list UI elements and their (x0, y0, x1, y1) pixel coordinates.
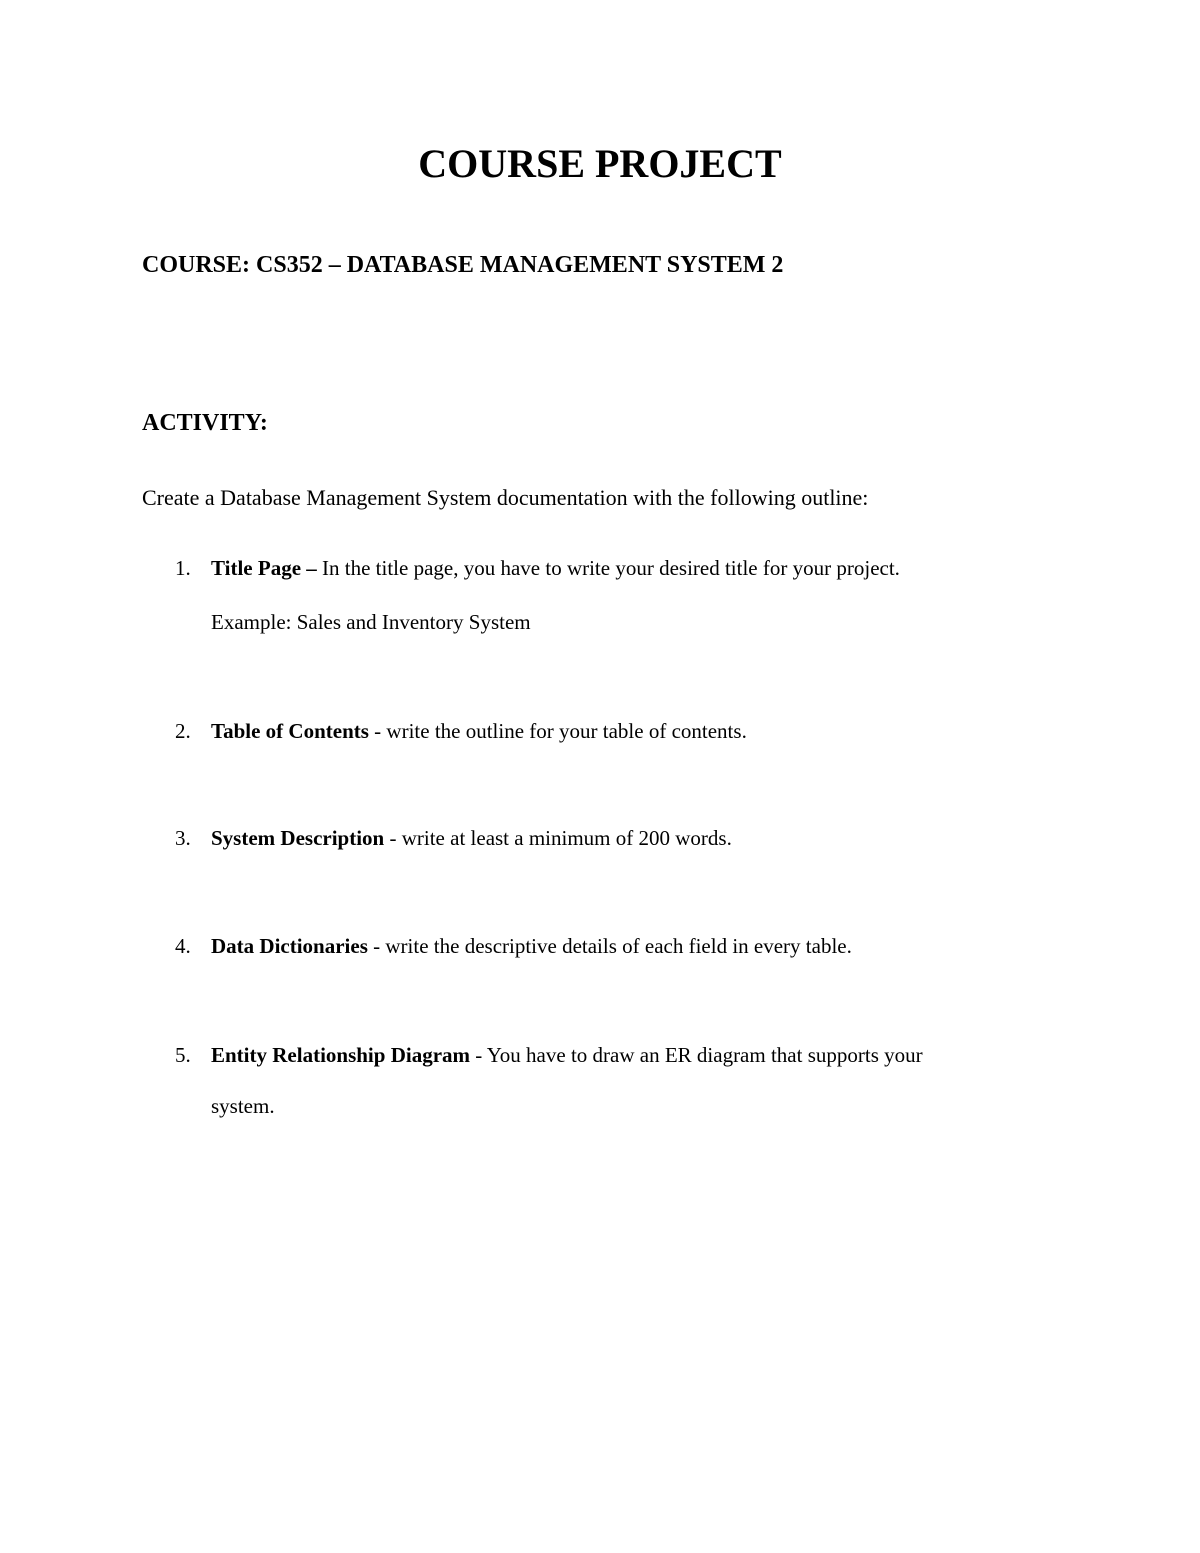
outline-description: write the descriptive details of each field in every table. (385, 934, 852, 958)
outline-number: 4. (175, 934, 191, 958)
outline-continuation: Example: Sales and Inventory System (211, 610, 531, 634)
outline-term: Data Dictionaries (211, 934, 368, 958)
document-title: COURSE PROJECT (418, 141, 782, 186)
outline-term: Entity Relationship Diagram (211, 1043, 471, 1067)
outline-line (211, 932, 852, 960)
outline-description: You have to draw an ER diagram that supports your (486, 1043, 923, 1067)
outline-line (211, 554, 900, 582)
course-line: COURSE: CS352 – DATABASE MANAGEMENT SYSTEM 2 (142, 252, 784, 278)
activity-heading: ACTIVITY: (142, 410, 268, 436)
outline-term: Title Page (211, 556, 302, 580)
outline-separator: - (368, 719, 387, 743)
outline-continuation: system. (211, 1094, 275, 1118)
outline-number: 1. (175, 556, 191, 580)
outline-description: write at least a minimum of 200 words. (401, 826, 732, 850)
outline-number: 5. (175, 1043, 191, 1067)
outline-description: In the title page, you have to write your desired title for your project. (322, 556, 900, 580)
outline-separator: - (470, 1043, 487, 1067)
outline-separator: – (301, 556, 323, 580)
outline-description: write the outline for your table of contents. (386, 719, 747, 743)
outline-separator: - (384, 826, 402, 850)
outline-term: Table of Contents (211, 719, 369, 743)
outline-number: 3. (175, 826, 191, 850)
outline-line (211, 824, 732, 852)
outline-term: System Description (211, 826, 385, 850)
outline-line (211, 1041, 923, 1069)
intro-paragraph: Create a Database Management System documentation with the following outline: (142, 485, 869, 510)
outline-number: 2. (175, 719, 191, 743)
outline-separator: - (367, 934, 386, 958)
outline-line (211, 717, 747, 745)
